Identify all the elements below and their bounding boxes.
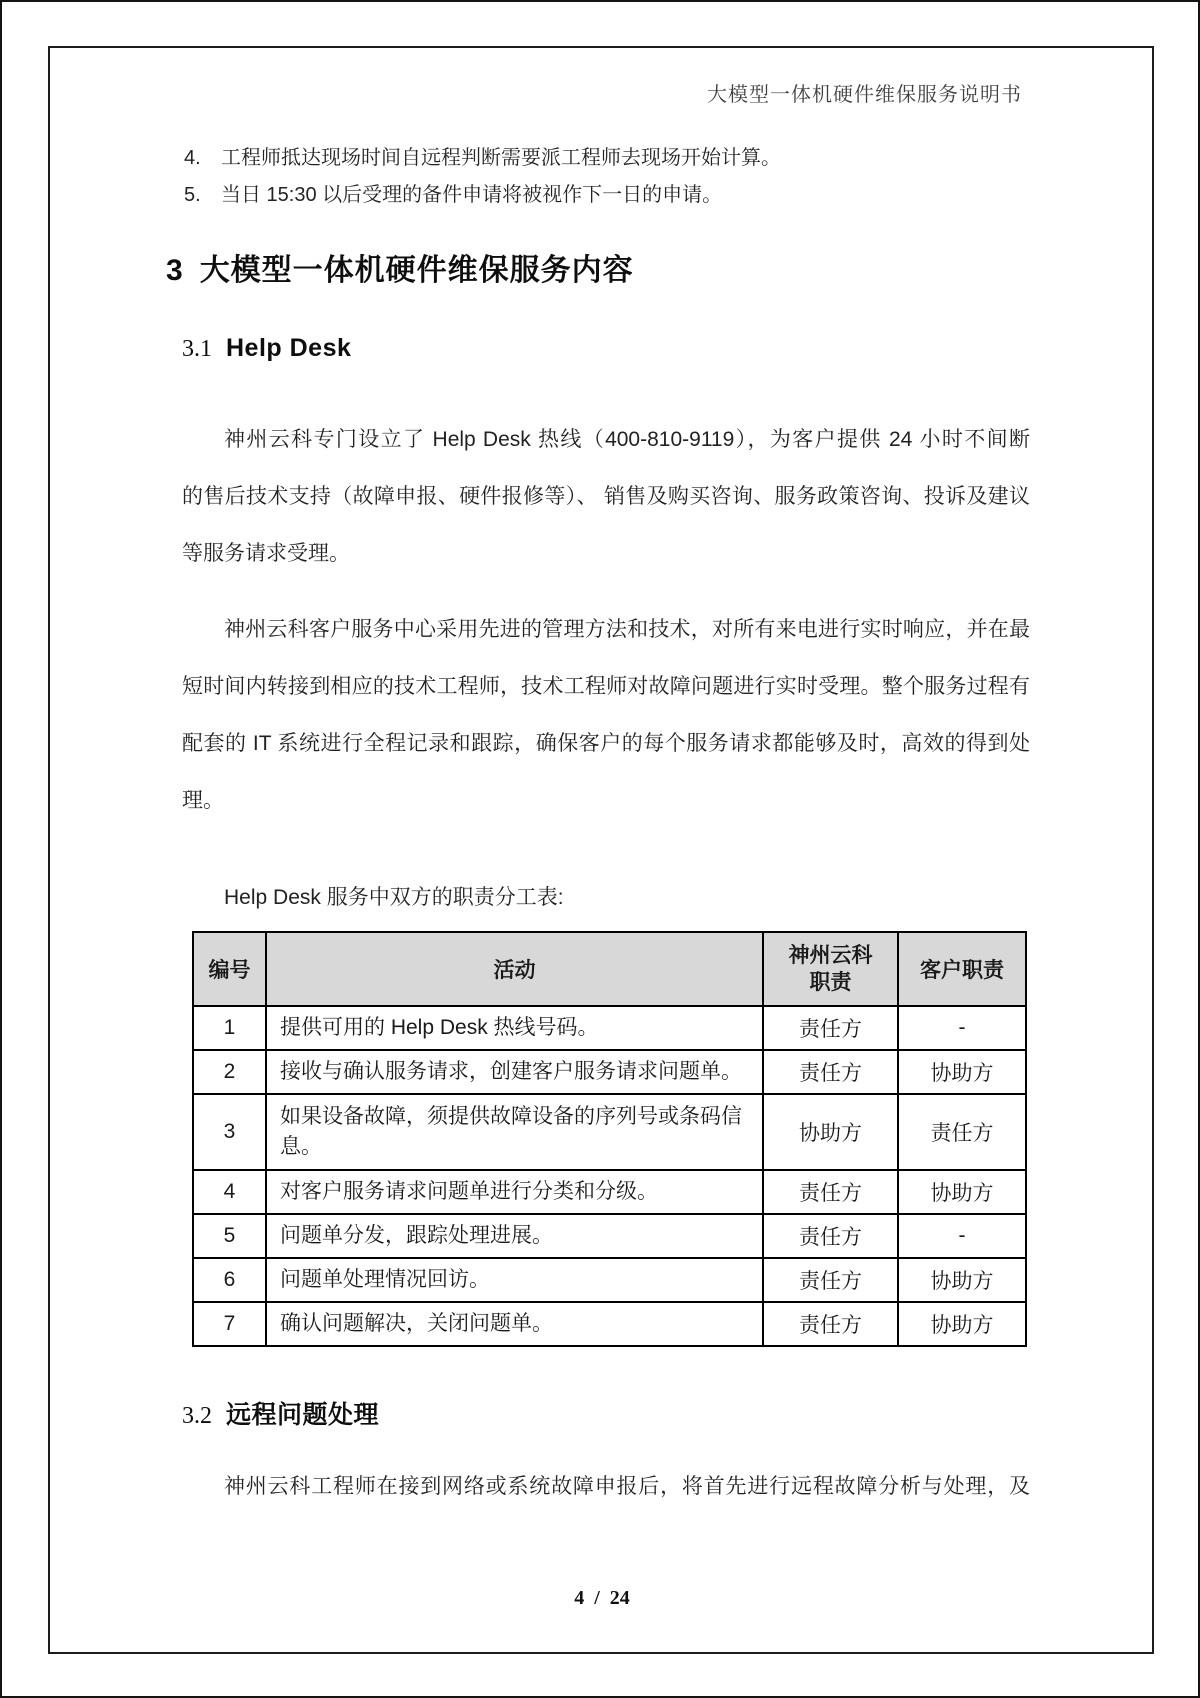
cell-id: 5 (193, 1214, 266, 1258)
cell-activity: 提供可用的 Help Desk 热线号码。 (266, 1006, 763, 1050)
section-heading-3 (166, 245, 634, 289)
cell-yunke: 责任方 (763, 1050, 898, 1094)
cell-activity: 接收与确认服务请求，创建客户服务请求问题单。 (266, 1050, 763, 1094)
heading-title: Help Desk (226, 334, 352, 362)
list-item-text: 工程师抵达现场时间自远程判断需要派工程师去现场开始计算。 (221, 147, 781, 169)
table-row (193, 1214, 1026, 1258)
table-row (193, 1094, 1026, 1170)
cell-id: 4 (193, 1170, 266, 1214)
page-number: 4 / 24 (574, 1587, 630, 1609)
responsibility-table (192, 931, 1027, 1347)
cell-activity: 问题单分发，跟踪处理进展。 (266, 1214, 763, 1258)
table-row (193, 1258, 1026, 1302)
table-header-row (193, 932, 1026, 1006)
paragraph-line: 短时间内转接到相应的技术工程师，技术工程师对故障问题进行实时受理。整个服务过程有 (182, 675, 1030, 698)
cell-customer: 协助方 (898, 1050, 1026, 1094)
table-header-yunke-line2: 职责 (809, 971, 852, 994)
table-row (193, 1006, 1026, 1050)
list-item-number: 5. (184, 184, 201, 206)
paragraph-line: 神州云科专门设立了 Help Desk 热线（400-810-9119），为客户提供 24 小时不间断 (224, 428, 1030, 451)
paragraph-line: 理。 (182, 789, 224, 812)
heading-number: 3.2 (182, 1403, 212, 1429)
cell-activity: 如果设备故障，须提供故障设备的序列号或条码信息。 (266, 1094, 763, 1170)
cell-id: 6 (193, 1258, 266, 1302)
cell-activity: 对客户服务请求问题单进行分类和分级。 (266, 1170, 763, 1214)
table-header-yunke-line1: 神州云科 (788, 944, 873, 967)
table-row (193, 1170, 1026, 1214)
cell-yunke: 责任方 (763, 1258, 898, 1302)
cell-yunke: 责任方 (763, 1170, 898, 1214)
cell-activity: 确认问题解决，关闭问题单。 (266, 1302, 763, 1346)
heading-number: 3 (166, 254, 183, 287)
table-header-id: 编号 (193, 932, 266, 1006)
paragraph-line: 的售后技术支持（故障申报、硬件报修等）、 销售及购买咨询、服务政策咨询、投诉及建议 (182, 485, 1030, 508)
list-item-text: 当日 15:30 以后受理的备件申请将被视作下一日的申请。 (221, 184, 723, 206)
cell-yunke: 责任方 (763, 1006, 898, 1050)
cell-customer: - (898, 1214, 1026, 1258)
paragraph-line: 神州云科工程师在接到网络或系统故障申报后，将首先进行远程故障分析与处理，及 (224, 1475, 1030, 1498)
heading-number: 3.1 (182, 336, 212, 362)
cell-id: 3 (193, 1094, 266, 1170)
paragraph-line: 神州云科客户服务中心采用先进的管理方法和技术，对所有来电进行实时响应，并在最 (224, 618, 1030, 641)
section-heading-3-2 (182, 1395, 379, 1431)
table-header-customer: 客户职责 (898, 932, 1026, 1006)
cell-customer: 协助方 (898, 1302, 1026, 1346)
list-item-5 (184, 182, 1024, 208)
table-row (193, 1302, 1026, 1346)
cell-activity: 问题单处理情况回访。 (266, 1258, 763, 1302)
section-heading-3-1 (182, 334, 351, 363)
cell-id: 1 (193, 1006, 266, 1050)
paragraph-line: 等服务请求受理。 (182, 542, 350, 565)
cell-id: 2 (193, 1050, 266, 1094)
cell-customer: 协助方 (898, 1170, 1026, 1214)
paragraph-line: 配套的 IT 系统进行全程记录和跟踪，确保客户的每个服务请求都能够及时，高效的得到处 (182, 732, 1030, 755)
cell-customer: 协助方 (898, 1258, 1026, 1302)
table-row (193, 1050, 1026, 1094)
cell-yunke: 责任方 (763, 1214, 898, 1258)
list-item-number: 4. (184, 147, 201, 169)
cell-yunke: 协助方 (763, 1094, 898, 1170)
cell-customer: 责任方 (898, 1094, 1026, 1170)
cell-customer: - (898, 1006, 1026, 1050)
list-item-4 (184, 145, 1024, 171)
cell-yunke: 责任方 (763, 1302, 898, 1346)
running-header: 大模型一体机硬件维保服务说明书 (707, 84, 1022, 106)
table-header-activity: 活动 (266, 932, 763, 1006)
table-caption: Help Desk 服务中双方的职责分工表: (224, 886, 564, 909)
heading-title: 远程问题处理 (226, 1401, 380, 1429)
cell-id: 7 (193, 1302, 266, 1346)
table-header-yunke (763, 932, 898, 1006)
heading-title: 大模型一体机硬件维保服务内容 (199, 254, 634, 287)
